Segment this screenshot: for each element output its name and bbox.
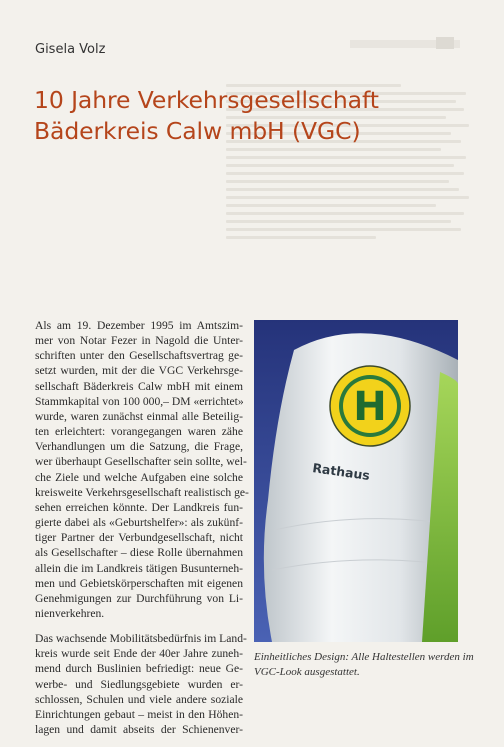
body-line: Stammkapital von 100 000,– DM «errichtet» bbox=[35, 394, 244, 408]
body-line: kreis wurde seit Ende der 40er Jahre zuneh- bbox=[35, 647, 243, 661]
h-sign-icon bbox=[330, 366, 410, 446]
body-line: men und Gebietskörperschaften mit eigenen bbox=[35, 576, 243, 590]
photo-caption bbox=[254, 650, 474, 680]
title-line-1: 10 Jahre Verkehrsgesellschaft bbox=[34, 86, 379, 114]
paragraph-1 bbox=[35, 318, 249, 621]
body-line: kreisweite Verkehrsgesellschaft realistisch ge- bbox=[35, 485, 249, 499]
body-line: werbe- und Siedlungsgebiete wurden er- bbox=[35, 677, 243, 691]
body-line: gierte dabei als «Geburtshelfer»: als zukünf- bbox=[35, 516, 243, 530]
bus-stop-photo bbox=[254, 320, 458, 642]
body-line: nienverkehren. bbox=[35, 606, 105, 620]
body-line: als Gesellschafter – diese Rolle übernahmen bbox=[35, 546, 243, 560]
sign-label-rathaus: Rathaus bbox=[311, 460, 371, 484]
title-line-2: Bäderkreis Calw mbH (VGC) bbox=[34, 117, 361, 145]
body-line: tiger Partner der Verbundgesellschaft, nicht bbox=[35, 531, 243, 545]
caption-line: Einheitliches Design: Alle Haltestellen werden im bbox=[254, 651, 474, 663]
body-line: mer von Notar Fezer in Nagold die Unter- bbox=[35, 334, 243, 348]
body-line: lagen und damit abseits der Schienenver- bbox=[35, 723, 243, 737]
body-line: schlossen, Schulen und viele andere soziale bbox=[35, 692, 243, 706]
author-name: Gisela Volz bbox=[35, 42, 106, 57]
body-line: mend durch Buslinien befriedigt: neue Ge- bbox=[35, 662, 243, 676]
body-line: setzt wurden, mit der die VGC Verkehrsge- bbox=[35, 364, 243, 378]
body-line: sehen erreichen könnte. Der Landkreis fun- bbox=[35, 500, 243, 514]
body-line: allein die im Landkreis tätigen Busunterneh- bbox=[35, 561, 243, 575]
article-title bbox=[34, 85, 474, 147]
body-line: Als am 19. Dezember 1995 im Amtszim- bbox=[35, 319, 243, 332]
svg-text:H: H bbox=[353, 384, 387, 430]
body-line: Das wachsende Mobilitätsbedürfnis im Land- bbox=[35, 632, 247, 646]
body-line: schriften unter den Gesellschaftsvertrag ge- bbox=[35, 349, 243, 363]
body-line: Verhandlungen um die Satzung, die Frage, bbox=[35, 440, 243, 454]
article-body bbox=[35, 318, 249, 747]
caption-line: VGC-Look ausgestattet. bbox=[254, 666, 360, 678]
body-line: wurde, waren zunächst einmal alle Beteilig- bbox=[35, 409, 243, 423]
paragraph-2 bbox=[35, 631, 247, 737]
bleed-through-page-number bbox=[436, 37, 454, 49]
body-line: wer überhaupt Gesellschafter sein sollte, wel- bbox=[35, 455, 247, 469]
body-line: Genehmigungen zur Durchführung von Li- bbox=[35, 591, 243, 605]
body-line: ten erleichtert: vorangegangen waren zähe bbox=[35, 425, 243, 439]
body-line: Einrichtungen gebaut – meist in den Höhen- bbox=[35, 707, 243, 721]
body-line: che Ziele und welche Aufgaben eine solche bbox=[35, 470, 243, 484]
body-line: sellschaft Bäderkreis Calw mbH mit einem bbox=[35, 379, 243, 393]
